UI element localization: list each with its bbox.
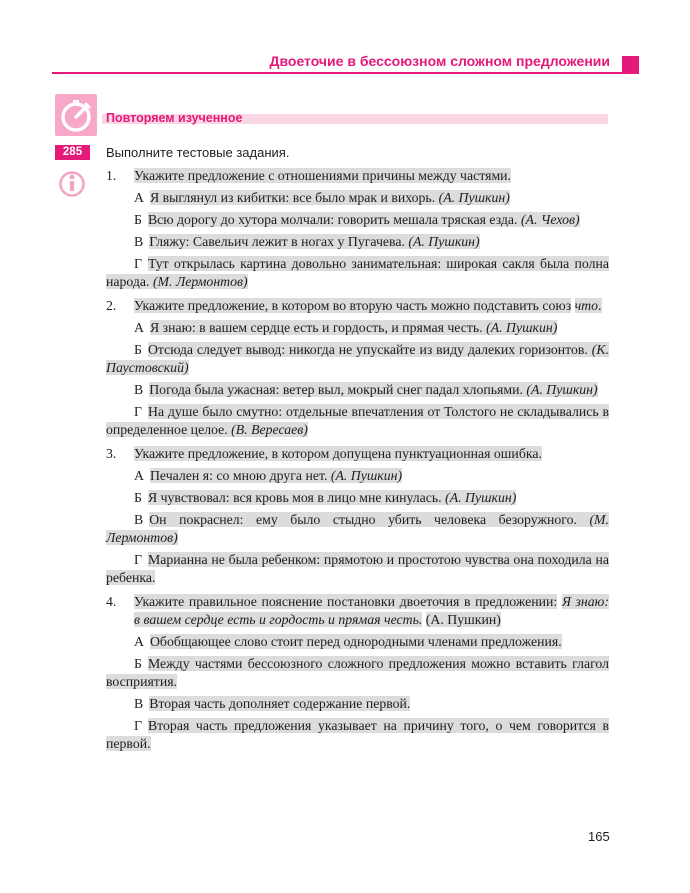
question-number: 1. (106, 168, 117, 183)
option-text (106, 552, 609, 585)
option-sentence: Тут открылась картина довольно занимательная: широкая сакля была полна народа. (106, 256, 609, 289)
option-text (150, 468, 402, 483)
answer-option (106, 233, 609, 251)
option-source: (А. Пушкин) (408, 234, 480, 249)
option-text (106, 512, 609, 545)
option-text (149, 382, 597, 397)
option-letter: Г (134, 256, 142, 271)
option-source: (А. Пушкин) (486, 320, 558, 335)
question-item (106, 445, 609, 587)
option-letter: Г (134, 552, 142, 567)
option-text (150, 634, 562, 649)
answer-option (106, 489, 609, 507)
option-sentence: Я знаю: в вашем сердце есть и гордость, и прямая честь. (149, 320, 483, 335)
option-sentence: Отсюда следует вывод: никогда не упускайте из виду далеких горизонтов. (147, 342, 588, 357)
answer-option (106, 551, 609, 587)
option-text (106, 656, 609, 689)
answer-option (106, 341, 609, 377)
option-source: (К. Паустовский) (106, 342, 609, 375)
option-source: (А. Чехов) (520, 212, 580, 227)
option-sentence: Я чувствовал: вся кровь моя в лицо мне кинулась. (147, 490, 442, 505)
question-text-main: Укажите предложение, в котором во вторую часть можно подставить союз (134, 298, 572, 313)
option-sentence: Обобщающее слово стоит перед однородными членами предложения. (149, 634, 562, 649)
option-sentence: Печален я: со мною друга нет. (149, 468, 328, 483)
option-letter: Б (134, 212, 142, 227)
option-text (106, 256, 609, 289)
option-letter: А (134, 190, 144, 205)
option-letter: В (134, 696, 144, 711)
answer-option (106, 511, 609, 547)
option-source: (А. Пушкин) (526, 382, 598, 397)
option-letter: В (134, 382, 144, 397)
answer-option (106, 381, 609, 399)
answer-option (106, 189, 609, 207)
answer-option (106, 403, 609, 439)
question-text (134, 445, 609, 463)
answer-option (106, 467, 609, 485)
question-text-emphasis: что (574, 298, 599, 313)
question-text (134, 297, 609, 315)
answer-option (106, 319, 609, 337)
option-letter: Б (134, 490, 142, 505)
question-number: 2. (106, 298, 117, 313)
option-letter: Б (134, 656, 142, 671)
option-text (106, 342, 609, 375)
option-source: (М. Лермонтов) (106, 512, 609, 545)
answer-option (106, 655, 609, 691)
question-number: 4. (106, 594, 117, 609)
option-sentence: Гляжу: Савельич лежит в ногах у Пугачева. (149, 234, 405, 249)
answer-option (106, 211, 609, 229)
option-letter: А (134, 634, 144, 649)
option-text (150, 320, 557, 335)
option-letter: Г (134, 718, 142, 733)
header-accent-block (622, 56, 639, 74)
option-source: (А. Пушкин) (445, 490, 517, 505)
exercise-number-badge: 285 (55, 145, 90, 160)
option-letter: Г (134, 404, 142, 419)
question-text (134, 593, 609, 629)
option-letter: В (134, 512, 144, 527)
question-text-end: (А. Пушкин) (425, 612, 501, 627)
question-text-main: Укажите правильное пояснение постановки двоеточия в предложении: (134, 594, 558, 609)
question-text-main: Укажите предложение с отношениями причины между частями. (134, 168, 512, 183)
option-source: (А. Пушкин) (438, 190, 510, 205)
question-item (106, 297, 609, 439)
option-letter: В (134, 234, 144, 249)
option-sentence: Вторая часть предложения указывает на причину того, о чем говорится в первой. (106, 718, 609, 751)
question-text (134, 167, 609, 185)
option-letter: Б (134, 342, 142, 357)
chapter-title: Двоеточие в бессоюзном сложном предложении (269, 53, 610, 69)
option-source: (М. Лермонтов) (152, 274, 248, 289)
option-text (106, 718, 609, 751)
answer-option (106, 255, 609, 291)
header-rule (52, 72, 638, 74)
option-letter: А (134, 320, 144, 335)
option-sentence: На душе было смутно: отдельные впечатления от Толстого не складывались в определенное целое. (106, 404, 609, 437)
option-text (106, 404, 609, 437)
option-text (150, 190, 510, 205)
exercise-instruction: Выполните тестовые задания. (106, 145, 290, 160)
info-icon (59, 168, 85, 203)
page-number: 165 (588, 829, 610, 844)
question-text-end: . (598, 298, 602, 313)
option-text (148, 490, 516, 505)
option-sentence: Вторая часть дополняет содержание первой. (149, 696, 411, 711)
test-questions (106, 167, 609, 753)
question-text-emphasis: Я знаю: в вашем сердце есть и гордость и прямая честь. (134, 594, 609, 627)
question-number: 3. (106, 446, 117, 461)
option-sentence: Всю дорогу до хутора молчали: говорить мешала тряская езда. (147, 212, 518, 227)
answer-option (106, 633, 609, 651)
question-item (106, 593, 609, 753)
answer-option (106, 717, 609, 753)
option-text (149, 234, 479, 249)
section-title: Повторяем изученное (106, 111, 243, 125)
option-sentence: Он покраснел: ему было стыдно убить человека безоружного. (149, 512, 577, 527)
option-sentence: Я выглянул из кибитки: все было мрак и вихорь. (149, 190, 436, 205)
option-text (148, 212, 580, 227)
answer-option (106, 695, 609, 713)
option-source: (В. Вересаев) (231, 422, 308, 437)
option-sentence: Между частями бессоюзного сложного предложения можно вставить глагол восприятия. (106, 656, 609, 689)
option-text (149, 696, 410, 711)
option-letter: А (134, 468, 144, 483)
option-source: (А. Пушкин) (330, 468, 403, 483)
question-text-main: Укажите предложение, в котором допущена пунктуационная ошибка. (134, 446, 542, 461)
option-sentence: Погода была ужасная: ветер выл, мокрый снег падал хлопьями. (149, 382, 523, 397)
option-sentence: Марианна не была ребенком: прямотою и простотою чувства она походила на ребенка. (106, 552, 609, 585)
question-item (106, 167, 609, 291)
stopwatch-icon (55, 94, 97, 136)
